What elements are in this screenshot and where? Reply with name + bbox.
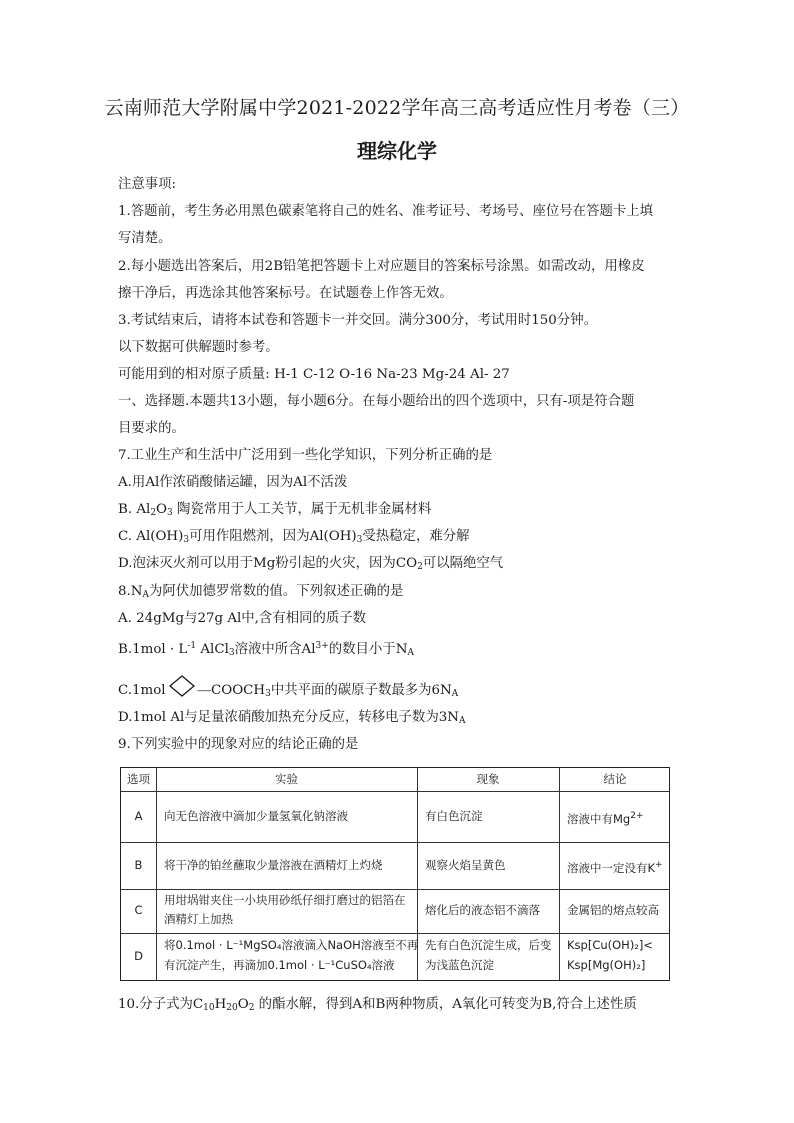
q8-stem: $8.N_A$为阿伏加德罗常数的值。下列叙述正确的是 <box>118 584 404 600</box>
table-cell-conclusion-line-1: Ksp[Cu(OH)₂]< <box>567 938 654 952</box>
q7-option-d: D.泡沫灭火剂可以用于Mg粉引起的火灾，因为$CO_2$可以隔绝空气 <box>118 556 504 572</box>
exam-subject: 理综化学 <box>357 139 437 163</box>
cyclobutane-ring-icon <box>167 674 197 698</box>
table-header-option: 选项 <box>127 772 150 786</box>
section-1-line-2: 目要求的。 <box>118 421 185 436</box>
table-header-experiment: 实验 <box>275 772 298 786</box>
table-cell-experiment: 将干净的铂丝蘸取少量溶液在酒精灯上灼烧 <box>164 858 383 872</box>
table-cell-experiment-line-1: 将0.1mol · L⁻¹MgSO₄溶液滴入NaOH溶液至不再 <box>164 938 419 952</box>
table-cell-conclusion: 溶液中一定没有K+ <box>567 860 663 875</box>
q8-option-c: C.1mol $—COOCH_3$中共平面的碳原子数最多为$6N_A$ <box>118 674 458 703</box>
atomic-masses: 可能用到的相对原子质量: H-1 C-12 O-16 Na-23 Mg-24 Al- 27 <box>118 367 510 382</box>
table-row-option: B <box>134 858 143 872</box>
q8-option-b: $B.1mol \cdot L^{-1}$ AlCl$_3$溶液中所含$Al^{3+}$的数目小于$N_A$ <box>118 641 414 658</box>
note-1-line-2: 写清楚。 <box>118 231 172 246</box>
table-cell-experiment-line-2: 有沉淀产生，再滴加0.1mol · L⁻¹CuSO₄溶液 <box>164 958 395 972</box>
table-row-option: D <box>134 949 143 963</box>
table-cell-experiment-line-1: 用坩埚钳夹住一小块用砂纸仔细打磨过的铝箔在 <box>164 893 406 907</box>
table-cell-conclusion-line-2: Ksp[Mg(OH)₂] <box>567 958 646 972</box>
table-cell-conclusion: 溶液中有$Mg^{2+}$ <box>567 811 644 826</box>
exam-title: 云南师范大学附属中学2021-2022学年高三高考适应性月考卷（三） <box>104 97 690 119</box>
table-row-option: A <box>134 809 143 823</box>
q8-option-d: D.1mol Al与足量浓硝酸加热充分反应，转移电子数为$3N_A$ <box>118 710 466 726</box>
q7-stem: 7.工业生产和生活中广泛用到一些化学知识，下列分析正确的是 <box>118 448 493 463</box>
note-2-line-2: 擦干净后，再选涂其他答案标号。在试题卷上作答无效。 <box>118 286 453 301</box>
table-cell-phenomenon-line-1: 先有白色沉淀生成，后变 <box>425 938 552 952</box>
notes-header: 注意事项: <box>118 177 177 192</box>
table-cell-conclusion: 金属铝的熔点较高 <box>567 903 659 917</box>
q10-stem: 10.分子式为$C_{10}H_{20}O_2$ 的酯水解，得到A和B两种物质，A氧化可转变为B,符合上述性质 <box>118 997 637 1013</box>
table-cell-experiment: 向无色溶液中滴加少量氢氧化钠溶液 <box>164 809 348 823</box>
q8-option-a: A. 24gMg与27g Al中,含有相同的质子数 <box>118 611 367 626</box>
q9-table <box>120 767 670 981</box>
table-header-phenomenon: 现象 <box>476 772 500 786</box>
table-cell-experiment-line-2: 酒精灯上加热 <box>164 912 233 926</box>
table-cell-phenomenon: 有白色沉淀 <box>425 809 483 823</box>
table-row-option: C <box>134 903 143 917</box>
q7-option-b: B. $Al_2O_3$ 陶瓷常用于人工关节，属于无机非金属材料 <box>118 502 432 518</box>
table-cell-phenomenon: 观察火焰呈黄色 <box>425 858 506 872</box>
q7-option-c: C. $Al(OH)_3$可用作阻燃剂，因为$Al(OH)_3$受热稳定，难分解 <box>118 529 470 545</box>
note-3: 3.考试结束后，请将本试卷和答题卡一并交回。满分300分，考试用时150分钟。 <box>118 313 598 328</box>
q9-stem: 9.下列实验中的现象对应的结论正确的是 <box>118 737 359 752</box>
section-1-line-1: 一、选择题.本题共13小题，每小题6分。在每小题给出的四个选项中，只有-项是符合题 <box>118 394 635 409</box>
q7-option-a: A.用Al作浓硝酸储运罐，因为Al不活泼 <box>118 475 348 490</box>
data-note: 以下数据可供解题时参考。 <box>118 340 279 355</box>
note-2-line-1: 2.每小题选出答案后，用2B铅笔把答题卡上对应题目的答案标号涂黑。如需改动，用橡皮 <box>118 259 645 274</box>
table-cell-phenomenon-line-2: 为浅蓝色沉淀 <box>425 958 494 972</box>
note-1-line-1: 1.答题前，考生务必用黑色碳素笔将自己的姓名、准考证号、考场号、座位号在答题卡上填 <box>118 204 654 219</box>
table-cell-phenomenon: 熔化后的液态铝不滴落 <box>425 903 540 917</box>
table-header-conclusion: 结论 <box>603 772 627 786</box>
